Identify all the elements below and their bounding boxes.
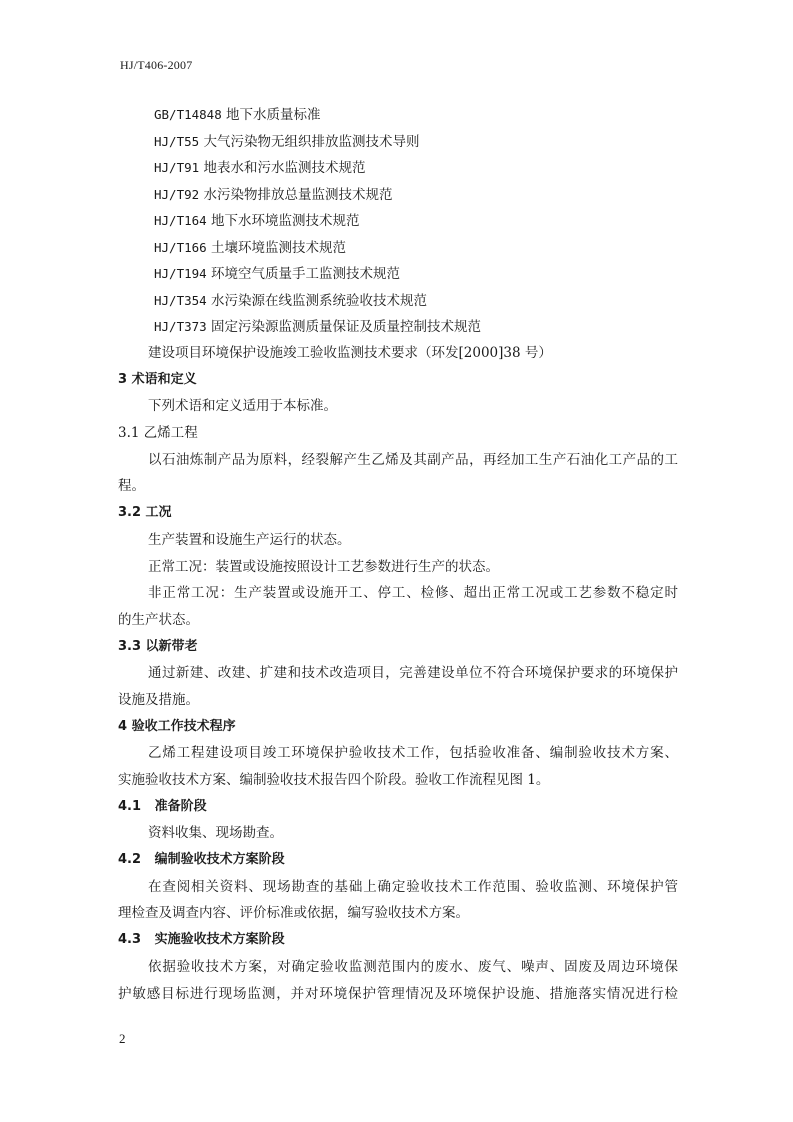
reference-title: 水污染物排放总量监测技术规范 xyxy=(203,186,393,203)
paragraph-line: 程。 xyxy=(118,478,145,495)
subsection-heading-3-1: 3.1 乙烯工程 xyxy=(118,425,198,442)
reference-code: HJ/T91 xyxy=(154,160,200,175)
paragraph-line: 依据验收技术方案，对确定验收监测范围内的废水、废气、噪声、固废及周边环境保 xyxy=(148,958,678,975)
paragraph: 生产装置和设施生产运行的状态。 xyxy=(148,531,351,548)
reference-item xyxy=(154,288,481,315)
subsection-heading-4-1: 4.1 准备阶段 xyxy=(118,798,207,814)
reference-code: HJ/T166 xyxy=(154,239,207,255)
paragraph: 资料收集、现场勘查。 xyxy=(148,825,283,842)
reference-code: HJ/T194 xyxy=(154,266,207,281)
normative-reference-list xyxy=(154,102,481,341)
paragraph-line: 乙烯工程建设项目竣工环境保护验收技术工作，包括验收准备、编制验收技术方案、 xyxy=(148,745,678,762)
reference-item xyxy=(154,182,481,209)
paragraph-line: 通过新建、改建、扩建和技术改造项目，完善建设单位不符合环境保护要求的环境保护 xyxy=(148,665,678,682)
subsection-heading-3-3: 3.3 以新带老 xyxy=(118,638,198,654)
reference-item-requirement: 建设项目环境保护设施竣工验收监测技术要求（环发[2000]38 号） xyxy=(148,345,552,361)
reference-title: 固定污染源监测质量保证及质量控制技术规范 xyxy=(210,319,481,335)
subsection-heading-4-2: 4.2 编制验收技术方案阶段 xyxy=(118,852,285,868)
paragraph: 下列术语和定义适用于本标准。 xyxy=(148,398,337,415)
reference-item xyxy=(154,155,481,182)
paragraph-line: 的生产状态。 xyxy=(118,611,199,628)
page-header: HJ/T406-2007 xyxy=(120,58,193,72)
reference-item xyxy=(154,314,481,341)
reference-title: 地下水环境监测技术规范 xyxy=(210,213,360,229)
reference-code: HJ/T92 xyxy=(154,186,200,202)
reference-item xyxy=(154,235,481,262)
reference-title: 土壤环境监测技术规范 xyxy=(210,239,346,256)
paragraph-line: 护敏感目标进行现场监测，并对环境保护管理情况及环境保护设施、措施落实情况进行检 xyxy=(118,985,678,1002)
paragraph-line: 以石油炼制产品为原料，经裂解产生乙烯及其副产品，再经加工生产石油化工产品的工 xyxy=(148,451,678,468)
reference-item xyxy=(154,129,481,156)
paragraph-line: 设施及措施。 xyxy=(118,691,199,708)
reference-code: HJ/T354 xyxy=(154,292,207,308)
reference-code: HJ/T55 xyxy=(154,133,200,149)
reference-code: HJ/T164 xyxy=(154,213,207,228)
reference-item xyxy=(154,261,481,288)
reference-code: GB/T14848 xyxy=(154,107,222,122)
reference-item xyxy=(154,208,481,235)
paragraph: 正常工况：装置或设施按照设计工艺参数进行生产的状态。 xyxy=(148,558,499,575)
reference-item xyxy=(154,102,481,129)
subsection-heading-4-3: 4.3 实施验收技术方案阶段 xyxy=(118,932,285,948)
reference-title: 地表水和污水监测技术规范 xyxy=(203,160,366,176)
reference-title: 水污染源在线监测系统验收技术规范 xyxy=(210,292,427,309)
paragraph-line: 理检查及调查内容、评价标准或依据，编写验收技术方案。 xyxy=(118,905,469,922)
page-number: 2 xyxy=(119,1031,126,1046)
document-body xyxy=(118,340,678,1007)
paragraph-line: 实施验收技术方案、编制验收技术报告四个阶段。验收工作流程见图 1。 xyxy=(118,772,550,788)
reference-title: 环境空气质量手工监测技术规范 xyxy=(210,266,400,282)
reference-title: 地下水质量标准 xyxy=(226,107,321,123)
subsection-heading-3-2: 3.2 工况 xyxy=(118,505,172,521)
paragraph-line: 在查阅相关资料、现场勘查的基础上确定验收技术工作范围、验收监测、环境保护管 xyxy=(148,878,678,895)
reference-code: HJ/T373 xyxy=(154,319,207,334)
section-heading-4: 4 验收工作技术程序 xyxy=(118,718,236,734)
section-heading-3: 3 术语和定义 xyxy=(118,371,197,387)
paragraph-line: 非正常工况：生产装置或设施开工、停工、检修、超出正常工况或工艺参数不稳定时 xyxy=(148,585,678,602)
reference-title: 大气污染物无组织排放监测技术导则 xyxy=(203,133,420,150)
